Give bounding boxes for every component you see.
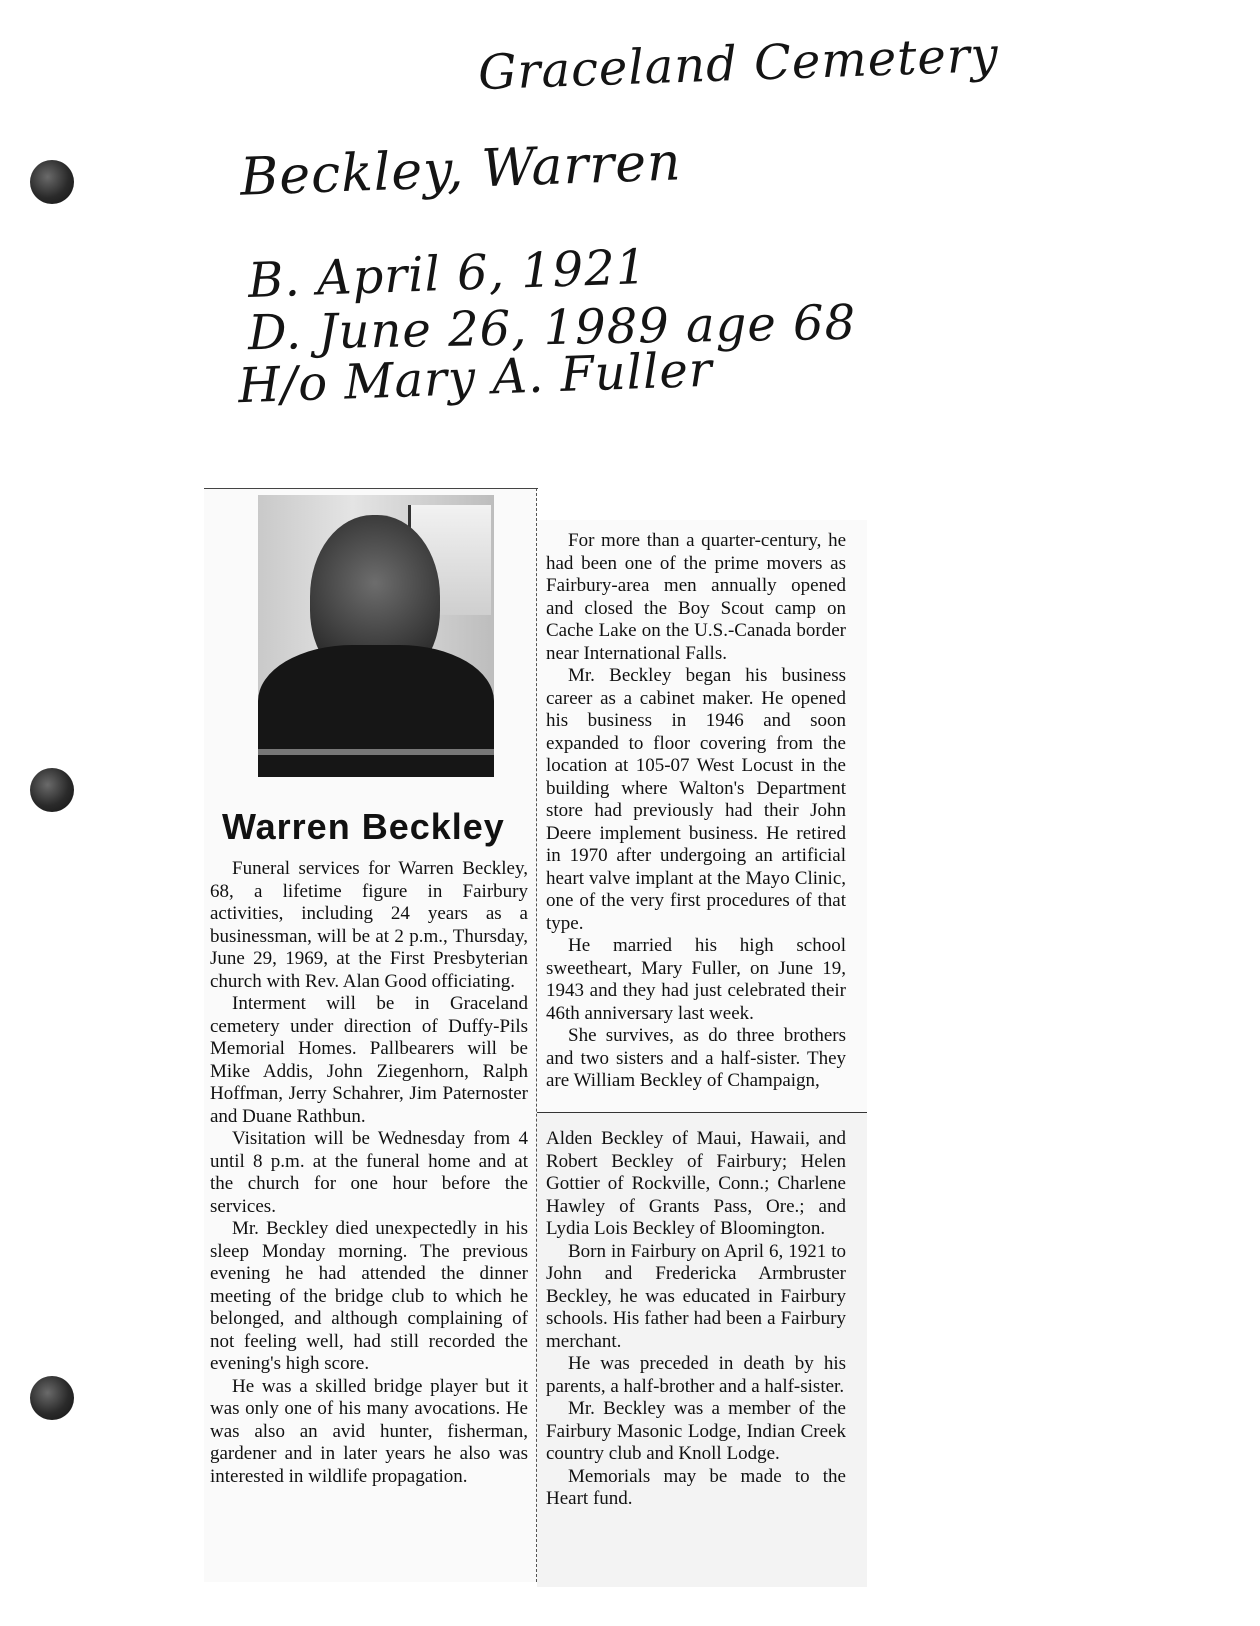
handwritten-cemetery: Graceland Cemetery [477,26,1000,102]
handwritten-spouse: H/o Mary A. Fuller [237,341,714,415]
clipping-top-rule [204,488,538,489]
paragraph-death: Mr. Beckley died unexpectedly in his sleep Monday morning. The previous evening he had attended the dinner meeting of the bridge club to which he belonged, and although complaining of not feeling well, had still recorded the evening's high score. [210,1218,528,1374]
paragraph-memorials: Memorials may be made to the Heart fund. [546,1465,846,1509]
binder-hole-middle [30,768,74,812]
handwritten-death-date: D. June 26, 1989 age 68 [247,294,857,362]
handwritten-name: Beckley, Warren [239,132,683,208]
paragraph-avocations: He was a skilled bridge player but it was only one of his many avocations. He was also an avid hunter, fisherman, gardener and in later years he also was interested in wildlife propagation. [210,1375,528,1487]
paragraph-business-career: Mr. Beckley began his business career as a cabinet maker. He opened his business in 1946 and soon expanded to floor covering from the location at 105-07 West Locust in the building where Walton's Department store had previously had their John Deere implement business. He retired in 1970 after undergoing an artificial heart valve implant at the Mayo Clinic, one of the very first procedures of that type. [546,665,846,934]
paragraph-birth: Born in Fairbury on April 6, 1921 to John and Fredericka Armbruster Beckley, he was educated in Fairbury schools. His father had been a Fairbury merchant. [546,1240,846,1352]
paragraph-boy-scout-camp: For more than a quarter-century, he had been one of the prime movers as Fairbury-area men annually opened and closed the Boy Scout camp on Cache Lake on the U.S.-Canada border near International Falls. [546,530,846,664]
paragraph-preceded: He was preceded in death by his parents, a half-brother and a half-sister. [546,1353,846,1397]
paragraph-marriage: He married his high school sweetheart, Mary Fuller, on June 19, 1943 and they had just celebrated their 46th anniversary last week. [546,935,846,1024]
paragraph-visitation: Visitation will be Wednesday from 4 until 8 p.m. at the funeral home and at the church for one hour before the services. [210,1128,528,1217]
article-left-column [210,858,528,1488]
binder-hole-bottom [30,1376,74,1420]
paragraph-memberships: Mr. Beckley was a member of the Fairbury Masonic Lodge, Indian Creek country club and Knoll Lodge. [546,1398,846,1464]
paragraph-funeral-services: Funeral services for Warren Beckley, 68, a lifetime figure in Fairbury activities, including 24 years as a businessman, will be at 2 p.m., Thursday, June 29, 1969, at the First Presbyterian church with Rev. Alan Good officiating. [210,858,528,992]
binder-hole-top [30,160,74,204]
paragraph-interment: Interment will be in Graceland cemetery under direction of Duffy-Pils Memorial Homes. Pallbearers will be Mike Addis, John Ziegenhorn, Ralph Hoffman, Jerry Schahrer, Jim Paternoster and Duane Rathbun. [210,993,528,1127]
handwritten-birth-date: B. April 6, 1921 [247,239,649,309]
portrait-photo [258,495,494,777]
article-right-column-top [546,530,846,1093]
article-right-column-bottom [546,1128,846,1511]
paragraph-survivors-continued: Alden Beckley of Maui, Hawaii, and Robert Beckley of Fairbury; Helen Gottier of Rockville, Conn.; Charlene Hawley of Grants Pass, Ore.; and Lydia Lois Beckley of Bloomington. [546,1128,846,1239]
obituary-headline: Warren Beckley [222,806,505,847]
paragraph-survivors: She survives, as do three brothers and two sisters and a half-sister. They are William Beckley of Champaign, [546,1025,846,1091]
